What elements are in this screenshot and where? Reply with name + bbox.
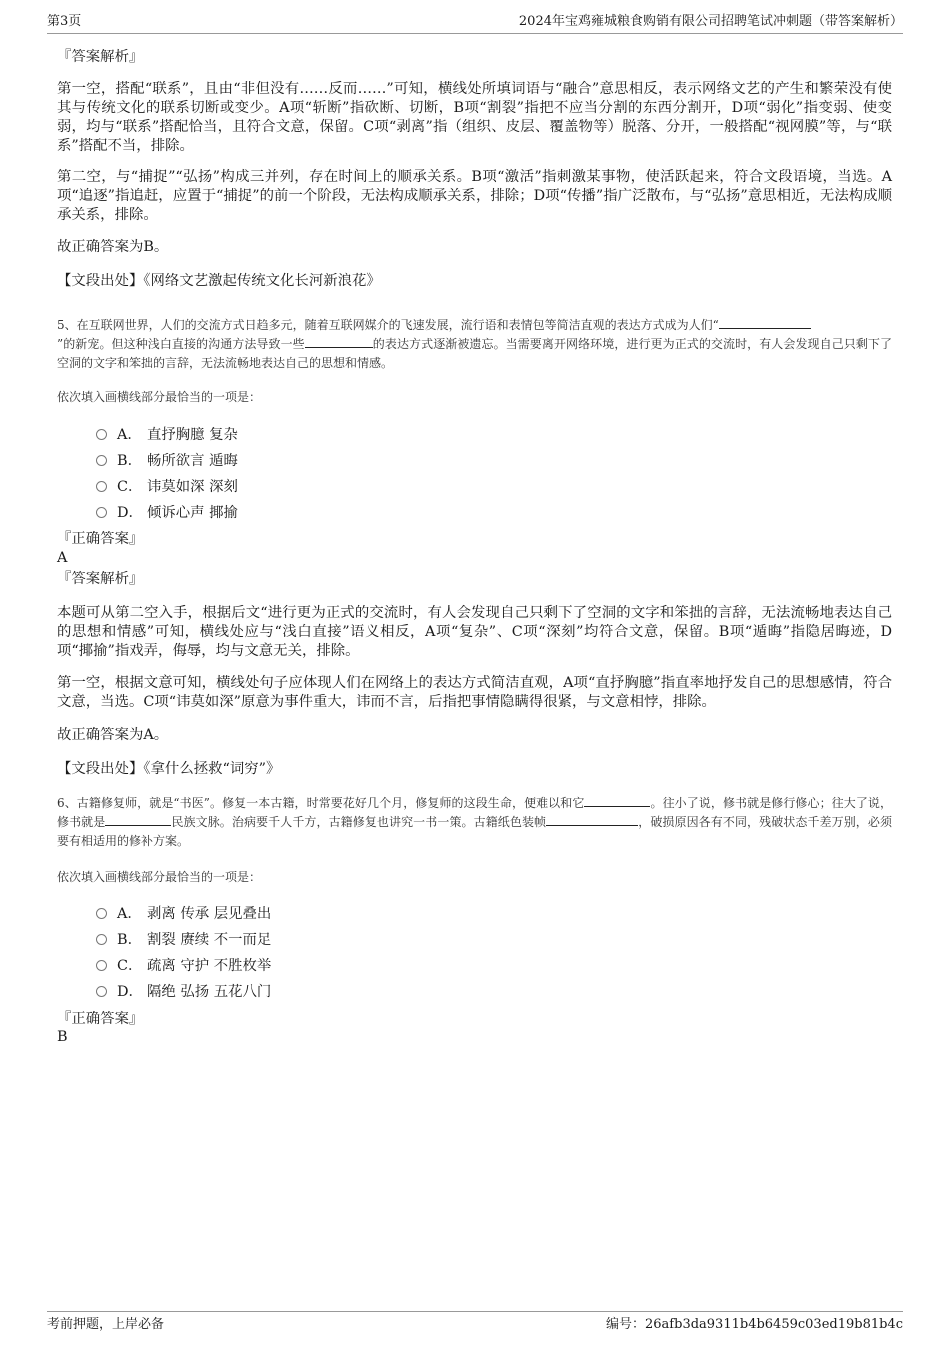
q6-stem-part1: 6、古籍修复师，就是“书医”。修复一本古籍，时常要花好几个月，修复师的这段生命，便难以和它: [57, 796, 585, 810]
q6-option-d[interactable]: D． 隔绝 弘扬 五花八门: [96, 982, 271, 1002]
radio-icon[interactable]: [96, 507, 107, 518]
q5-source: 【文段出处】《拿什么拯救“词穷”》: [57, 761, 281, 777]
q5-option-c[interactable]: C． 讳莫如深 深刻: [96, 477, 238, 497]
q6-answer-label: 『正确答案』: [57, 1011, 144, 1027]
q6-blank-2: [105, 813, 171, 826]
q4-conclusion: 故正确答案为B。: [57, 239, 169, 255]
q6-option-b[interactable]: B． 割裂 赓续 不一而足: [96, 930, 271, 950]
q5-analysis-p2: 第一空，根据文意可知，横线处句子应体现人们在网络上的表达方式简洁直观，A项“直抒胸臆”指直率地抒发自己的思想感情，符合文意，当选。C项“讳莫如深”原意为事件重大，讳而不言，后指把事情隐瞒得很紧，与文意相悖，排除。: [57, 675, 892, 710]
q5-stem: [57, 316, 892, 373]
radio-icon[interactable]: [96, 429, 107, 440]
q6-option-a[interactable]: A． 剥离 传承 层见叠出: [96, 904, 271, 924]
q6-blank-3: [546, 813, 638, 826]
q5-stem-part2: ”的新宠。但这种浅白直接的沟通方法导致一些: [57, 337, 305, 351]
q5-answer: A: [57, 550, 68, 566]
q5-option-d[interactable]: D． 倾诉心声 揶揄: [96, 503, 238, 523]
q4-analysis-label: 『答案解析』: [57, 49, 144, 65]
radio-icon[interactable]: [96, 986, 107, 997]
document-id: 编号：26afb3da9311b4b6459c03ed19b81b4c: [606, 1317, 903, 1332]
q5-blank-2: [305, 335, 373, 348]
q4-analysis-p2: 第二空，与“捕捉”“弘扬”构成三并列，存在时间上的顺承关系。B项“激活”指刺激某事物，使活跃起来，符合文段语境，当选。A项“追逐”指追赶，应置于“捕捉”的前一个阶段，无法构成顺承关系，排除；D项“传播”指广泛散布，与“弘扬”意思相近，无法构成顺承关系，排除。: [57, 169, 892, 223]
q5-analysis-p1: 本题可从第二空入手，根据后文“进行更为正式的交流时，有人会发现自己只剩下了空洞的文字和笨拙的言辞，无法流畅地表达自己的思想和情感”可知，横线处应与“浅白直接”语义相反，A项“复杂”、C项“深刻”均符合文意，保留。B项“遁晦”指隐居晦迹，D项“揶揄”指戏弄，侮辱，均与文意无关，排除。: [57, 605, 892, 659]
radio-icon[interactable]: [96, 960, 107, 971]
document-title: 2024年宝鸡雍城粮食购销有限公司招聘笔试冲刺题（带答案解析）: [518, 14, 903, 29]
q5-option-a[interactable]: A． 直抒胸臆 复杂: [96, 425, 238, 445]
q6-answer: B: [57, 1029, 68, 1045]
radio-icon[interactable]: [96, 934, 107, 945]
q6-stem-part2: 。往小了说，修书就是修行修心；往大了说，修书就是: [57, 796, 892, 829]
radio-icon[interactable]: [96, 908, 107, 919]
q6-stem-part4: ，破损原因各有不同，残破状态千差万别，必须要有相适用的修补方案。: [57, 815, 892, 848]
q5-blank-1: [719, 316, 811, 329]
q6-blank-1: [584, 794, 650, 807]
footer-slogan: 考前押题，上岸必备: [47, 1317, 165, 1332]
q4-source: 【文段出处】《网络文艺激起传统文化长河新浪花》: [57, 273, 381, 289]
q5-option-b[interactable]: B． 畅所欲言 遁晦: [96, 451, 238, 471]
q6-instruction: 依次填入画横线部分最恰当的一项是：: [57, 870, 262, 884]
radio-icon[interactable]: [96, 481, 107, 492]
q6-stem-part3: 民族文脉。治病要千人千方，古籍修复也讲究一书一策。古籍纸色装帧: [171, 815, 547, 829]
page-footer: [47, 1311, 903, 1336]
radio-icon[interactable]: [96, 455, 107, 466]
q6-option-c[interactable]: C． 疏离 守护 不胜枚举: [96, 956, 271, 976]
q5-instruction: 依次填入画横线部分最恰当的一项是：: [57, 390, 262, 404]
q5-analysis-label: 『答案解析』: [57, 571, 144, 587]
q4-analysis-p1: 第一空，搭配“联系”，且由“非但没有……反而……”可知，横线处所填词语与“融合”意思相反，表示网络文艺的产生和繁荣没有使其与传统文化的联系切断或变少。A项“斩断”指砍断、切断，B项“割裂”指把不应当分割的东西分割开，D项“弱化”指变弱、使变弱，均与“联系”搭配恰当，且符合文意，保留。C项“剥离”指（组织、皮层、覆盖物等）脱落、分开，一般搭配“视网膜”等，与“联系”搭配不当，排除。: [57, 81, 892, 154]
q5-stem-part3: 的表达方式逐渐被遗忘。当需要离开网络环境，进行更为正式的交流时，有人会发现自己只剩下了空洞的文字和笨拙的言辞，无法流畅地表达自己的思想和情感。: [57, 337, 892, 370]
q5-stem-part1: 5、在互联网世界，人们的交流方式日趋多元，随着互联网媒介的飞速发展，流行语和表情包等简洁直观的表达方式成为人们“: [57, 318, 719, 332]
page-number: 第3页: [47, 14, 82, 29]
page-header: [47, 13, 903, 34]
q6-stem: [57, 794, 892, 851]
q5-answer-label: 『正确答案』: [57, 531, 144, 547]
q5-conclusion: 故正确答案为A。: [57, 727, 169, 743]
